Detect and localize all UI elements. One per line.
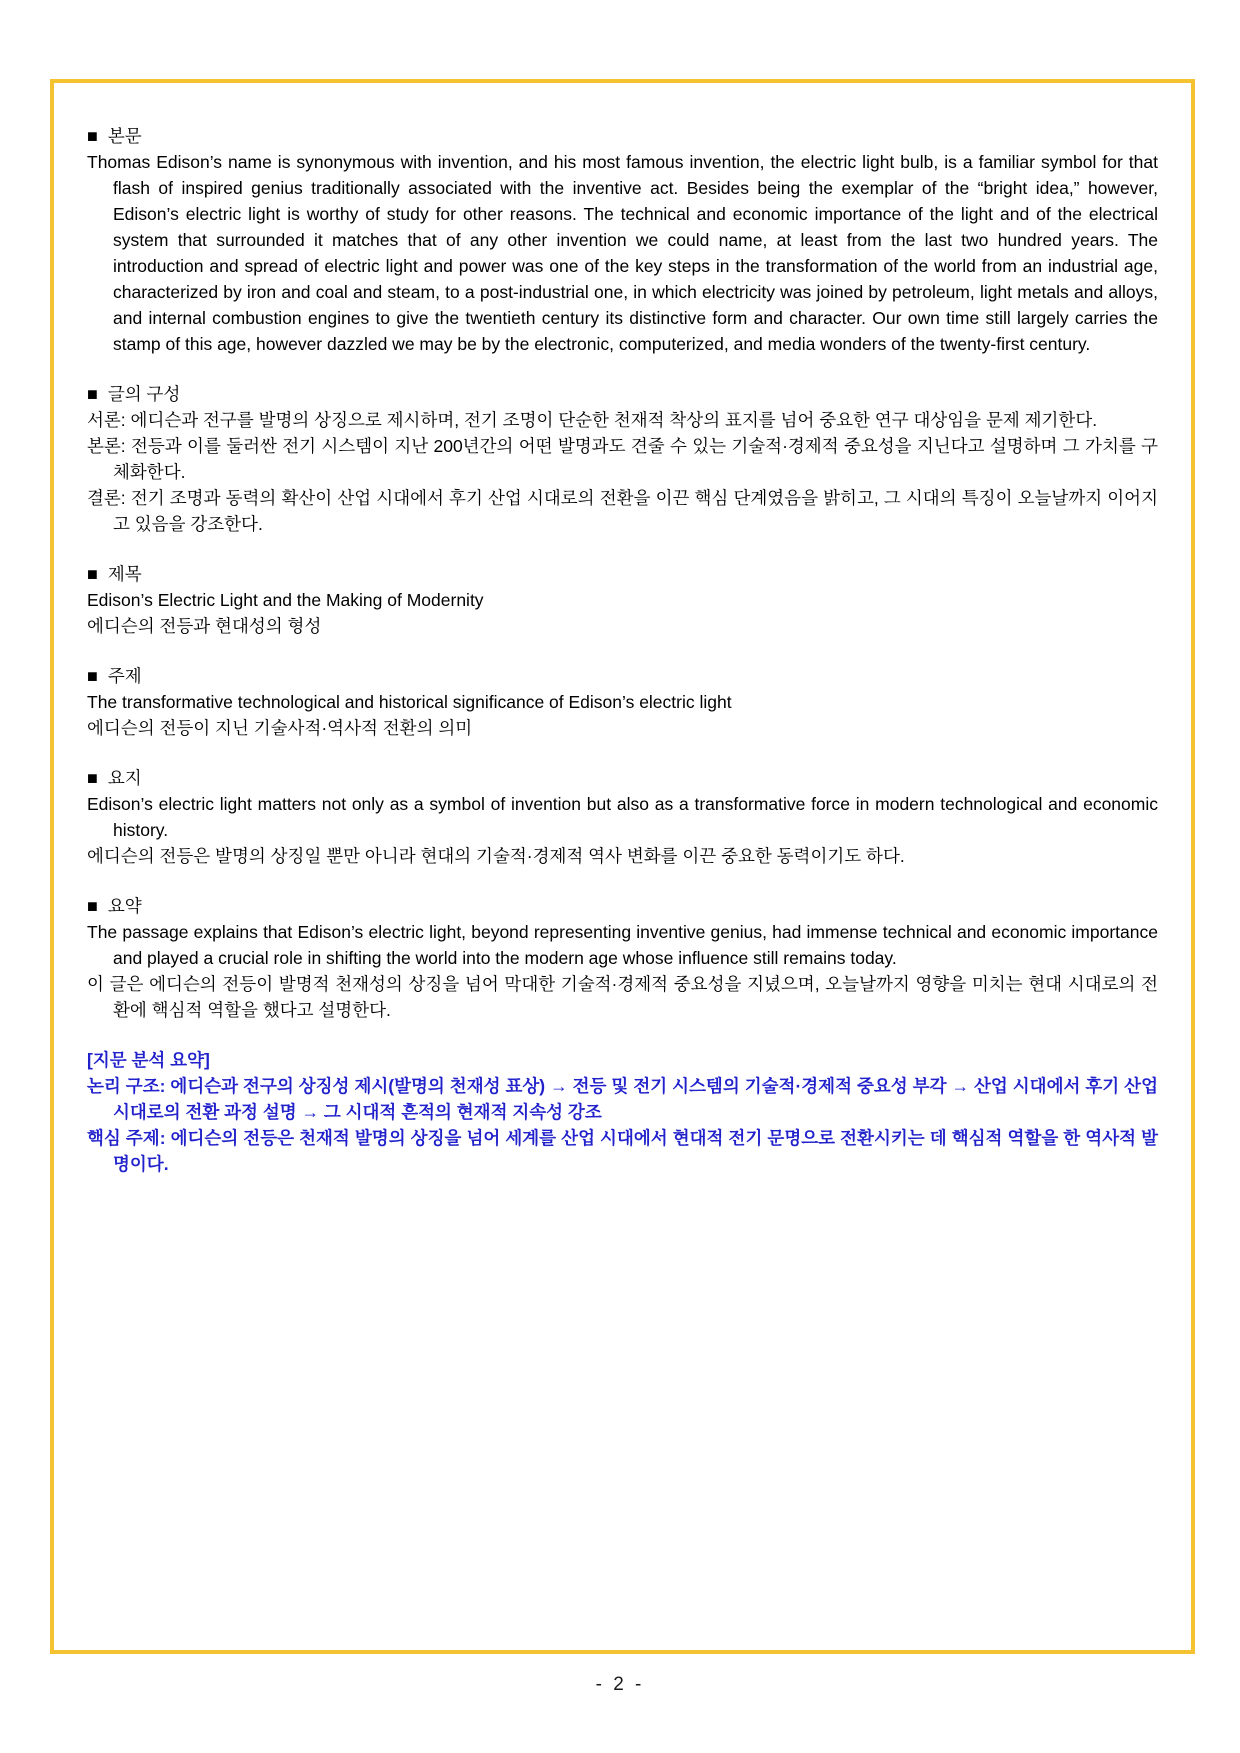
square-bullet-icon: ■ (87, 666, 98, 686)
analysis-logic-structure: 논리 구조: 에디슨과 전구의 상징성 제시(발명의 천재성 표상) → 전등 및 전기 시스템의 기술적·경제적 중요성 부각 → 산업 시대에서 후기 산업 시대로의 전환 과정 설명 → 그 시대적 흔적의 현재적 지속성 강조 (87, 1076, 1158, 1122)
summary-korean: 이 글은 에디슨의 전등이 발명적 천재성의 상징을 넘어 막대한 기술적·경제적 중요성을 지녔으며, 오늘날까지 영향을 미치는 현대 시대로의 전환에 핵심적 역할을 했다고 설명한다. (87, 974, 1158, 1020)
passage-heading (87, 123, 1158, 149)
passage-heading-label: 본문 (107, 126, 142, 146)
square-bullet-icon: ■ (87, 564, 98, 584)
section-composition (87, 381, 1158, 537)
composition-body-text: 본론: 전등과 이를 둘러싼 전기 시스템이 지난 200년간의 어떤 발명과도 견줄 수 있는 기술적·경제적 중요성을 지닌다고 설명하며 그 가치를 구체화한다. (87, 436, 1158, 482)
section-title (87, 561, 1158, 639)
gist-korean: 에디슨의 전등은 발명의 상징일 뿐만 아니라 현대의 기술적·경제적 역사 변화를 이끈 중요한 동력이기도 하다. (87, 846, 905, 866)
topic-heading (87, 663, 1158, 689)
composition-heading-label: 글의 구성 (107, 384, 181, 404)
topic-english: The transformative technological and historical significance of Edison’s electric light (87, 692, 732, 712)
gist-english: Edison’s electric light matters not only as a symbol of invention but also as a transformative force in modern technological and economic history. (87, 794, 1158, 840)
square-bullet-icon: ■ (87, 896, 98, 916)
composition-intro-text: 서론: 에디슨과 전구를 발명의 상징으로 제시하며, 전기 조명이 단순한 천재적 착상의 표지를 넘어 중요한 연구 대상임을 문제 제기한다. (87, 410, 1098, 430)
analysis-heading: [지문 분석 요약] (87, 1050, 210, 1070)
title-heading-label: 제목 (107, 564, 142, 584)
analysis-core-topic: 핵심 주제: 에디슨의 전등은 천재적 발명의 상징을 넘어 세계를 산업 시대에서 현대적 전기 문명으로 전환시키는 데 핵심적 역할을 한 역사적 발명이다. (87, 1128, 1158, 1174)
composition-heading (87, 381, 1158, 407)
page-number: - 2 - (595, 1674, 645, 1695)
summary-heading (87, 893, 1158, 919)
section-topic (87, 663, 1158, 741)
passage-text: Thomas Edison’s name is synonymous with invention, and his most famous invention, the electric light bulb, is a familiar symbol for that flash of inspired genius traditionally associated with the inventive act. Besides being the exemplar of the “bright idea,” however, Edison’s electric light is worthy of study for other reasons. The technical and economic importance of the light and of the electrical system that surrounded it matches that of any other invention we could name, at least from the last two hundred years. The introduction and spread of electric light and power was one of the key steps in the transformation of the world from an industrial age, characterized by iron and coal and steam, to a post-industrial one, in which electricity was joined by petroleum, light metals and alloys, and internal combustion engines to give the twentieth century its distinctive form and character. Our own time still largely carries the stamp of this age, however dazzled we may be by the electronic, computerized, and media wonders of the twenty-first century. (87, 152, 1158, 354)
summary-heading-label: 요약 (107, 896, 142, 916)
topic-heading-label: 주제 (107, 666, 142, 686)
gist-heading (87, 765, 1158, 791)
square-bullet-icon: ■ (87, 384, 98, 404)
section-passage (87, 123, 1158, 357)
gist-heading-label: 요지 (107, 768, 142, 788)
section-summary (87, 893, 1158, 1023)
topic-korean: 에디슨의 전등이 지닌 기술사적·역사적 전환의 의미 (87, 718, 473, 738)
section-analysis (87, 1047, 1158, 1177)
composition-conclusion-text: 결론: 전기 조명과 동력의 확산이 산업 시대에서 후기 산업 시대로의 전환을 이끈 핵심 단계였음을 밝히고, 그 시대의 특징이 오늘날까지 이어지고 있음을 강조한다. (87, 488, 1158, 534)
title-heading (87, 561, 1158, 587)
page-border-frame (50, 79, 1195, 1654)
title-korean: 에디슨의 전등과 현대성의 형성 (87, 616, 322, 636)
square-bullet-icon: ■ (87, 126, 98, 146)
summary-english: The passage explains that Edison’s electric light, beyond representing inventive genius, had immense technical and economic importance and played a crucial role in shifting the world into the modern age whose influence still remains today. (87, 922, 1158, 968)
section-gist (87, 765, 1158, 869)
title-english: Edison’s Electric Light and the Making of Modernity (87, 590, 484, 610)
square-bullet-icon: ■ (87, 768, 98, 788)
